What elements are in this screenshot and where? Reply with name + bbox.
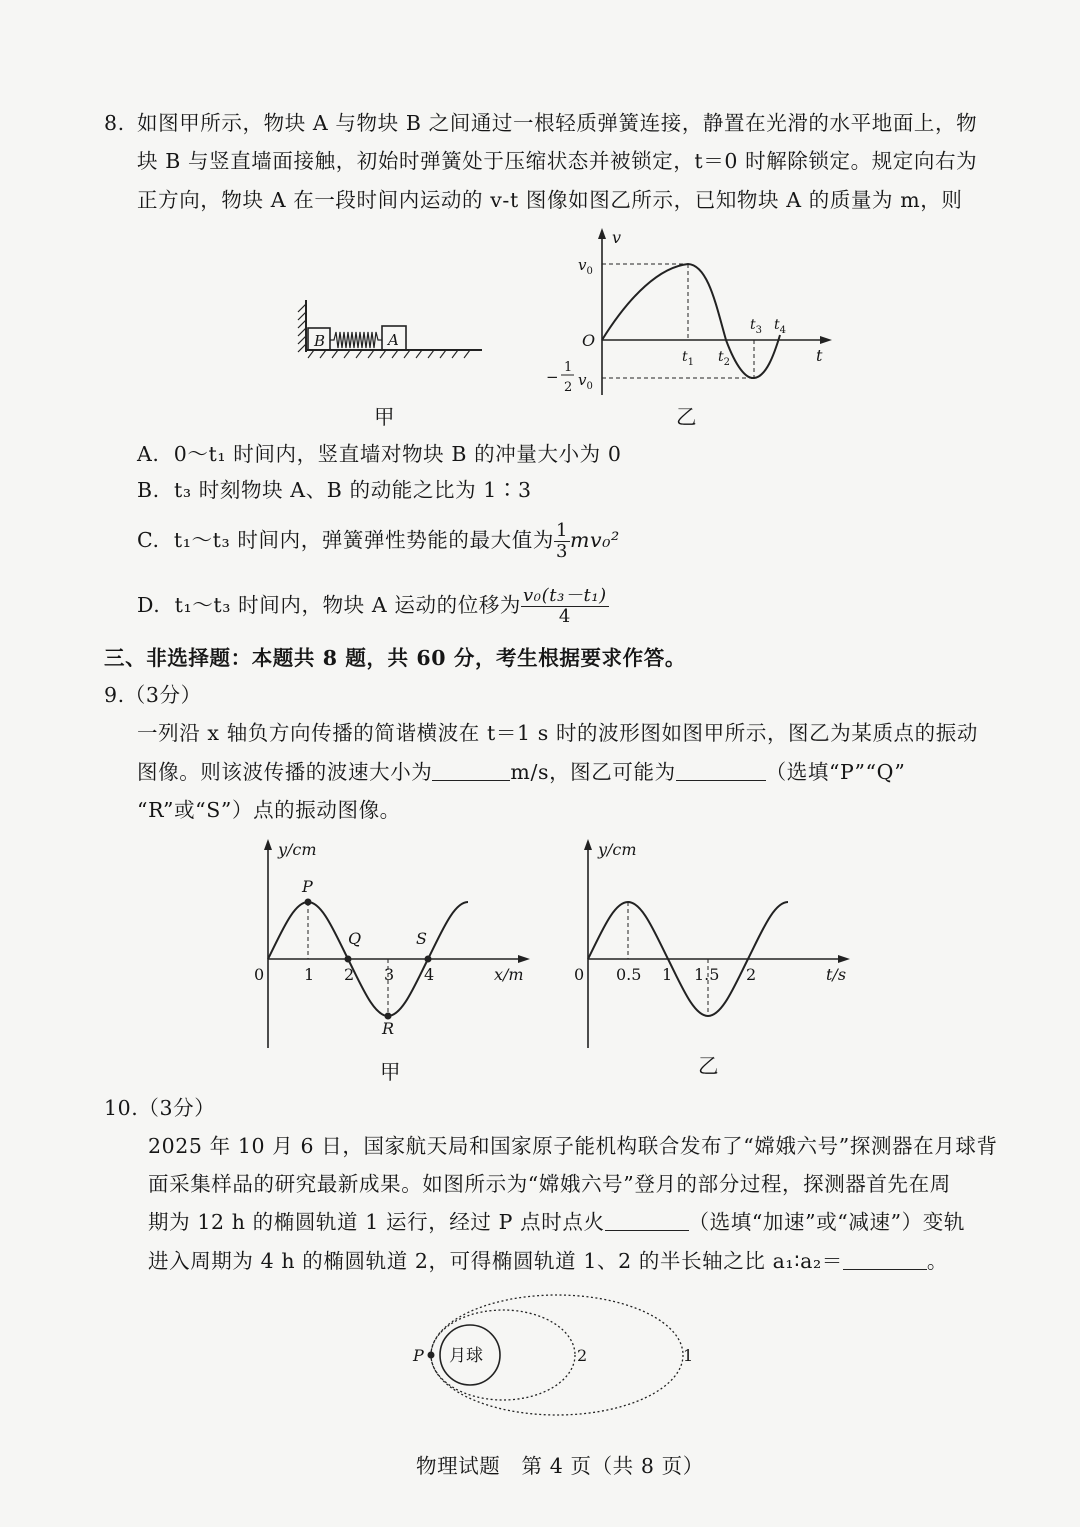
q9a-tick-4: 4 — [424, 965, 435, 984]
option-c-tail: mv₀² — [570, 528, 620, 552]
q8-option-b — [137, 475, 532, 505]
q9a-xlabel: x/m — [494, 965, 524, 984]
option-a-text: 0～t₁ 时间内，竖直墙对物块 B 的冲量大小为 0 — [173, 442, 622, 466]
q9b-tick-05: 0.5 — [616, 965, 642, 984]
option-d-fraction: $\frac{\text{v₀(t₃－t₁)}}{4}$ — [523, 585, 607, 627]
option-b-letter: B. — [137, 478, 160, 502]
t1-label: $t_1$ — [682, 349, 695, 368]
t2-label: $t_2$ — [718, 349, 731, 368]
origin-label: O — [582, 331, 596, 350]
point-p-dot — [305, 899, 312, 906]
q9-line-3: “R”或“S”）点的振动图像。 — [137, 798, 401, 822]
neg-sign: − — [546, 368, 559, 386]
q8-number: 8. — [104, 111, 125, 135]
q9-header: 9.（3分） — [104, 683, 202, 707]
q10-line-2: 面采集样品的研究最新成果。如图所示为“嫦娥六号”登月的部分过程，探测器首先在周 — [148, 1172, 951, 1196]
q10-header: 10.（3分） — [104, 1096, 216, 1120]
option-c-letter: C. — [137, 528, 160, 552]
moon-label: 月球 — [449, 1346, 483, 1366]
q9b-tick-15: 1.5 — [694, 965, 720, 984]
page-footer: 物理试题 第 4 页（共 8 页） — [416, 1454, 704, 1478]
q9-line-2: 图像。则该波传播的波速大小为 m/s，图乙可能为 （选填“P”“Q” — [137, 760, 906, 784]
t3-label: $t_3$ — [750, 317, 763, 336]
option-d-letter: D. — [137, 593, 161, 617]
q10-line-4: 进入周期为 4 h 的椭圆轨道 2，可得椭圆轨道 1、2 的半长轴之比 a₁∶a₂＝ 。 — [148, 1249, 949, 1273]
q8-figure-jia — [290, 290, 490, 370]
v0-label: $v_0$ — [578, 256, 593, 277]
orbit-2-label: 2 — [577, 1346, 588, 1365]
q10-blank-ratio[interactable] — [843, 1251, 927, 1270]
q9-figure-jia — [248, 836, 538, 1056]
option-b-text: t₃ 时刻物块 A、B 的动能之比为 1∶3 — [174, 478, 532, 502]
q9b-ylabel: y/cm — [598, 840, 637, 859]
q8-line-3: 正方向，物块 A 在一段时间内运动的 v-t 图像如图乙所示，已知物块 A 的质量为 m，则 — [137, 188, 963, 212]
q9-line-1: 一列沿 x 轴负方向传播的简谐横波在 t＝1 s 时的波形图如图甲所示，图乙为某质点的振动 — [137, 721, 978, 745]
point-q-label: Q — [348, 929, 362, 948]
q8-option-c — [137, 520, 620, 562]
q8-figure-yi — [540, 225, 840, 405]
neg-v0-label: $v_0$ — [578, 371, 593, 392]
q8-yi-caption: 乙 — [676, 405, 698, 429]
option-c-fraction: $\frac{1}{3}$ — [555, 520, 568, 562]
q10-line-1: 2025 年 10 月 6 日，国家航天局和国家原子能机构联合发布了“嫦娥六号”探测器在月球背 — [148, 1134, 998, 1158]
point-q-dot — [345, 956, 352, 963]
point-r-label: R — [382, 1019, 395, 1038]
orbit-1-label: 1 — [683, 1346, 694, 1365]
q10-blank-fire[interactable] — [605, 1212, 689, 1231]
q8-option-a — [137, 439, 622, 469]
section-3-title: 三、非选择题：本题共 8 题，共 60 分，考生根据要求作答。 — [104, 646, 686, 670]
q9a-tick-1: 1 — [304, 965, 315, 984]
point-p-orbit-label: P — [413, 1346, 424, 1365]
q9a-tick-3: 3 — [384, 965, 395, 984]
q9a-origin: 0 — [254, 965, 265, 984]
option-c-text: t₁～t₃ 时间内，弹簧弹性势能的最大值为 — [173, 528, 554, 552]
q8-option-d — [137, 585, 609, 627]
point-p-label: P — [302, 877, 313, 896]
option-d-text: t₁～t₃ 时间内，物块 A 运动的位移为 — [174, 593, 522, 617]
q9-figure-yi — [568, 836, 858, 1056]
q9-yi-caption: 乙 — [698, 1054, 720, 1078]
block-a-label: A — [388, 331, 399, 349]
q8-line-1: 如图甲所示，物块 A 与物块 B 之间通过一根轻质弹簧连接，静置在光滑的水平地面上，物 — [137, 111, 978, 135]
point-p-orbit-dot — [428, 1352, 435, 1359]
t4-label: $t_4$ — [774, 317, 787, 336]
point-s-dot — [425, 956, 432, 963]
q8-jia-caption: 甲 — [374, 405, 396, 429]
q9b-tick-1: 1 — [662, 965, 673, 984]
q9a-tick-2: 2 — [344, 965, 355, 984]
q8-line-2: 块 B 与竖直墙面接触，初始时弹簧处于压缩状态并被锁定，t＝0 时解除锁定。规定向右为 — [137, 149, 978, 173]
q10-orbit-figure — [405, 1285, 705, 1425]
q9b-tick-2: 2 — [746, 965, 757, 984]
q9-blank-speed[interactable] — [432, 762, 510, 781]
q10-line-3: 期为 12 h 的椭圆轨道 1 运行，经过 P 点时点火 （选填“加速”或“减速”）变轨 — [148, 1210, 965, 1234]
q9b-origin: 0 — [574, 965, 585, 984]
q9b-xlabel: t/s — [826, 965, 847, 984]
half-den: 2 — [564, 380, 573, 395]
block-b-label: B — [314, 332, 326, 350]
spring — [330, 332, 382, 348]
q9a-ylabel: y/cm — [278, 840, 317, 859]
v-axis-label: v — [612, 228, 622, 247]
q9-blank-point[interactable] — [676, 762, 766, 781]
t-axis-label: t — [816, 346, 823, 365]
q9-jia-caption: 甲 — [380, 1060, 402, 1084]
option-a-letter: A. — [137, 442, 160, 466]
point-s-label: S — [416, 929, 427, 948]
half-num: 1 — [564, 360, 573, 375]
